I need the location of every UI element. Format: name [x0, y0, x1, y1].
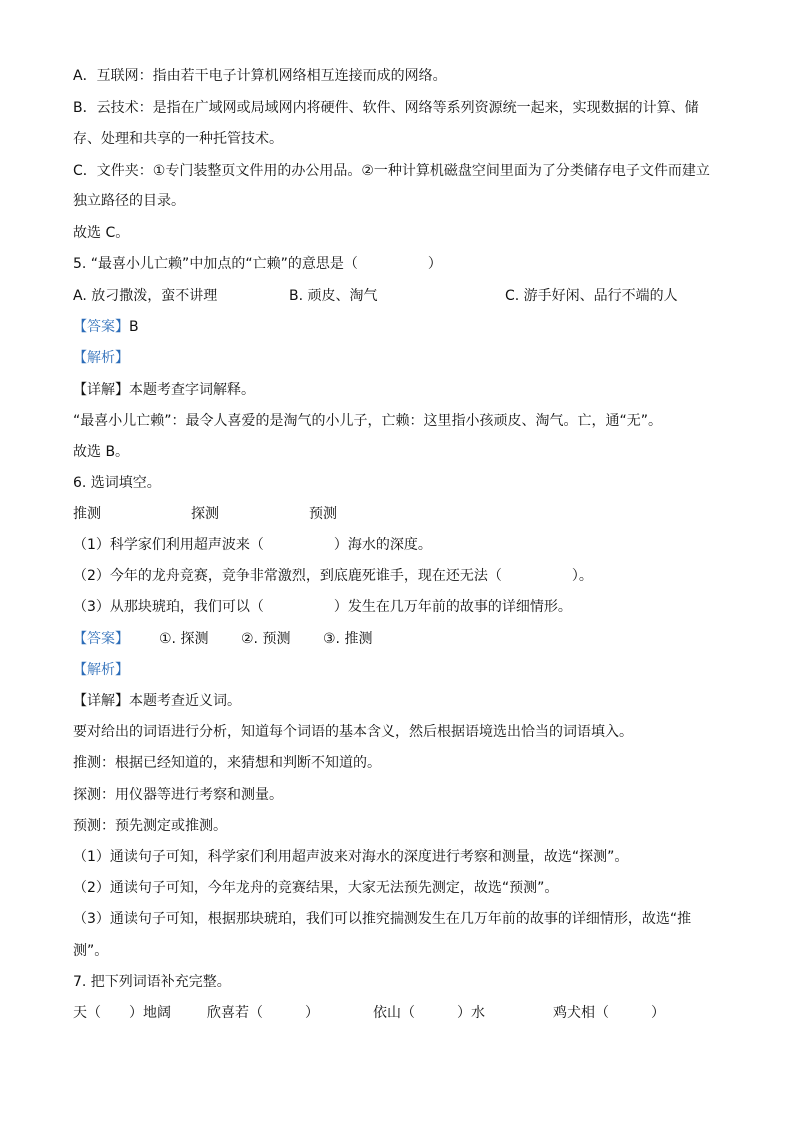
- q6-word-2: 探测: [191, 506, 219, 522]
- option-c-folder: C．文件夹：①专门装整页文件用的办公用品。②一种计算机磁盘空间里面为了分类储存电子文件而建立: [73, 163, 710, 179]
- q6-answer-3: ③. 推测: [323, 631, 373, 647]
- q7-item-1: 天（ ）地阔: [73, 1005, 171, 1021]
- q6-answer-2: ②. 预测: [241, 631, 291, 647]
- q6-reason-3-cont: 测”。: [73, 943, 109, 959]
- q6-def-1: 推测：根据已经知道的，来猜想和判断不知道的。: [73, 755, 381, 771]
- question-6: 6. 选词填空。: [73, 475, 161, 491]
- q5-option-b: B. 顽皮、淘气: [289, 288, 378, 304]
- q5-answer: [73, 318, 139, 336]
- q6-instruction: 要对给出的词语进行分析，知道每个词语的基本含义，然后根据语境选出恰当的词语填入。: [73, 724, 633, 740]
- q7-item-3: 依山（ ）水: [373, 1005, 485, 1021]
- q7-item-4: 鸡犬相（ ）: [553, 1005, 665, 1021]
- q5-explanation: “最喜小儿亡赖”：最令人喜爱的是淘气的小儿子，亡赖：这里指小孩顽皮、淘气。亡，通“无”。: [73, 413, 663, 429]
- q5-option-c: C. 游手好闲、品行不端的人: [505, 288, 678, 304]
- answer-value: B: [129, 319, 139, 335]
- q6-reason-2: （2）通读句子可知，今年龙舟的竞赛结果，大家无法预先测定，故选“预测”。: [73, 880, 559, 896]
- answer-choice-b: 故选 B。: [73, 444, 130, 460]
- q5-option-a: A. 放刁撒泼，蛮不讲理: [73, 288, 218, 304]
- option-a-internet: A．互联网：指由若干电子计算机网络相互连接而成的网络。: [73, 68, 447, 84]
- option-c-folder-cont: 独立路径的目录。: [73, 193, 185, 209]
- q6-sentence-1: （1）科学家们利用超声波来（ ）海水的深度。: [73, 537, 432, 553]
- option-b-cloud: B．云技术：是指在广域网或局域网内将硬件、软件、网络等系列资源统一起来，实现数据的计算、储: [73, 100, 699, 116]
- option-b-cloud-cont: 存、处理和共享的一种托管技术。: [73, 131, 283, 147]
- analysis-label: 【解析】: [73, 350, 129, 366]
- q6-answer-1: ①. 探测: [159, 631, 209, 647]
- q6-def-3: 预测：预先测定或推测。: [73, 818, 227, 834]
- q5-detail: 【详解】本题考查字词解释。: [73, 382, 255, 398]
- q6-sentence-3: （3）从那块琥珀，我们可以（ ）发生在几万年前的故事的详细情形。: [73, 599, 572, 615]
- q6-def-2: 探测：用仪器等进行考察和测量。: [73, 787, 283, 803]
- answer-label: 【答案】: [73, 319, 129, 335]
- q6-word-1: 推测: [73, 506, 101, 522]
- q6-reason-3: （3）通读句子可知，根据那块琥珀，我们可以推究揣测发生在几万年前的故事的详细情形，故选“推: [73, 911, 692, 927]
- question-7: 7. 把下列词语补充完整。: [73, 974, 231, 990]
- analysis-label: 【解析】: [73, 662, 129, 678]
- q6-sentence-2: （2）今年的龙舟竞赛，竞争非常激烈，到底鹿死谁手，现在还无法（ ）。: [73, 568, 593, 584]
- answer-label: 【答案】: [73, 631, 129, 647]
- answer-choice-c: 故选 C。: [73, 225, 130, 241]
- q6-word-3: 预测: [309, 506, 337, 522]
- q6-detail: 【详解】本题考查近义词。: [73, 693, 241, 709]
- question-5: 5. “最喜小儿亡赖”中加点的“亡赖”的意思是（ ）: [73, 256, 442, 272]
- q7-item-2: 欣喜若（ ）: [207, 1005, 319, 1021]
- q6-reason-1: （1）通读句子可知，科学家们利用超声波来对海水的深度进行考察和测量，故选“探测”。: [73, 849, 629, 865]
